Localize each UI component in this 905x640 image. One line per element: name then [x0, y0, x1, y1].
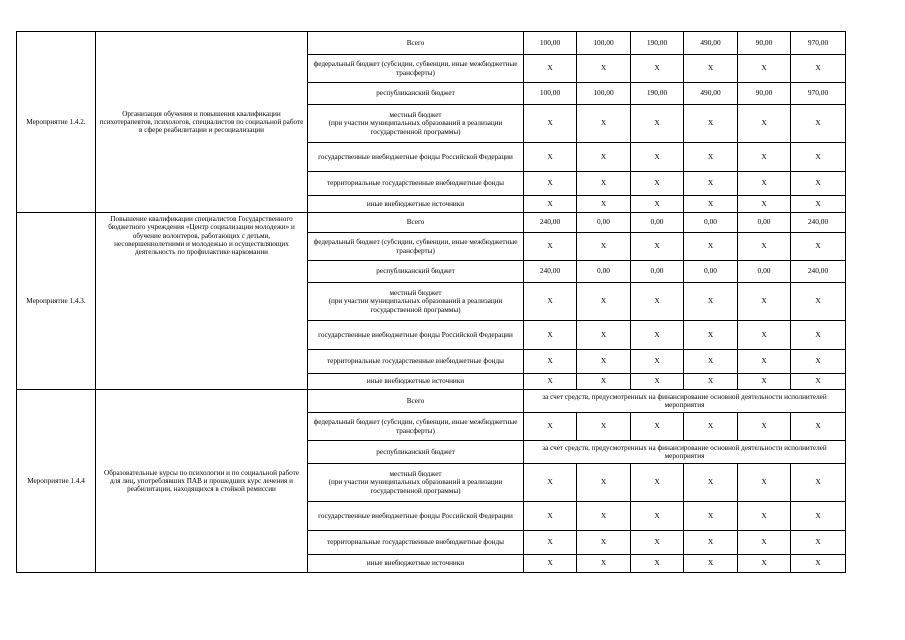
value-cell: 100,00 [577, 83, 631, 105]
value-cell: X [577, 321, 631, 350]
value-cell: X [684, 413, 738, 441]
value-cell: X [631, 233, 684, 261]
value-cell: X [791, 321, 846, 350]
value-cell: 240,00 [791, 213, 846, 233]
value-cell: X [524, 374, 577, 390]
event-id-cell: Мероприятие 1.4.4 [17, 390, 96, 573]
value-cell: X [577, 531, 631, 555]
value-cell: X [791, 531, 846, 555]
value-cell: X [791, 413, 846, 441]
value-cell: X [577, 464, 631, 502]
value-cell: X [524, 143, 577, 172]
value-cell: X [738, 502, 791, 531]
table-row [17, 390, 846, 413]
value-cell: X [631, 105, 684, 143]
value-cell: X [684, 196, 738, 213]
value-cell: X [524, 464, 577, 502]
value-cell: 90,00 [738, 83, 791, 105]
value-cell: X [738, 321, 791, 350]
source-total-label: Всего [308, 32, 524, 55]
value-cell: X [791, 555, 846, 573]
value-cell: X [631, 321, 684, 350]
source-federal-label: федеральный бюджет (субсидии, субвенции, иные межбюджетные трансферты) [308, 413, 524, 441]
event-id-cell: Мероприятие 1.4.3. [17, 213, 96, 390]
value-cell: 0,00 [684, 261, 738, 283]
value-cell: X [738, 555, 791, 573]
value-cell: X [524, 55, 577, 83]
value-cell: 240,00 [524, 261, 577, 283]
value-cell: X [577, 143, 631, 172]
source-territorial-funds-label: территориальные государственные внебюджетные фонды [308, 172, 524, 196]
value-cell: X [524, 233, 577, 261]
value-cell: X [684, 172, 738, 196]
source-territorial-funds-label: территориальные государственные внебюджетные фонды [308, 531, 524, 555]
event-description-cell: Организация обучения и повышения квалификации психотерапевтов, психологов, специалистов по социальной работе в сфере реабилитации и ресоциализации [96, 32, 308, 213]
value-cell: X [738, 283, 791, 321]
value-cell: X [791, 55, 846, 83]
value-cell: X [738, 531, 791, 555]
value-cell: X [524, 413, 577, 441]
value-cell: X [738, 196, 791, 213]
value-cell: X [684, 350, 738, 374]
value-cell: X [631, 196, 684, 213]
merged-funding-note: за счет средств, предусмотренных на финансирование основной деятельности исполнителей мероприятия [524, 441, 846, 464]
value-cell: X [524, 105, 577, 143]
value-cell: X [684, 555, 738, 573]
source-state-funds-label: государственные внебюджетные фонды Российской Федерации [308, 321, 524, 350]
value-cell: X [577, 350, 631, 374]
source-total-label: Всего [308, 213, 524, 233]
value-cell: 0,00 [684, 213, 738, 233]
value-cell: X [577, 196, 631, 213]
value-cell: X [577, 374, 631, 390]
table-row [17, 213, 846, 233]
value-cell: X [631, 55, 684, 83]
value-cell: X [738, 233, 791, 261]
source-state-funds-label: государственные внебюджетные фонды Российской Федерации [308, 143, 524, 172]
value-cell: X [524, 172, 577, 196]
value-cell: X [738, 143, 791, 172]
value-cell: X [684, 502, 738, 531]
value-cell: X [631, 555, 684, 573]
value-cell: X [577, 555, 631, 573]
value-cell: X [577, 413, 631, 441]
value-cell: 0,00 [577, 261, 631, 283]
value-cell: X [577, 233, 631, 261]
source-state-funds-label: государственные внебюджетные фонды Российской Федерации [308, 502, 524, 531]
value-cell: X [577, 105, 631, 143]
value-cell: X [791, 502, 846, 531]
value-cell: X [684, 143, 738, 172]
value-cell: X [631, 502, 684, 531]
value-cell: X [684, 531, 738, 555]
value-cell: X [684, 321, 738, 350]
value-cell: X [738, 413, 791, 441]
value-cell: X [684, 283, 738, 321]
event-id-cell: Мероприятие 1.4.2. [17, 32, 96, 213]
value-cell: 100,00 [524, 32, 577, 55]
source-other-label: иные внебюджетные источники [308, 555, 524, 573]
value-cell: 0,00 [631, 261, 684, 283]
source-federal-label: федеральный бюджет (субсидии, субвенции, иные межбюджетные трансферты) [308, 233, 524, 261]
value-cell: X [577, 283, 631, 321]
value-cell: X [631, 172, 684, 196]
value-cell: X [631, 413, 684, 441]
value-cell: X [791, 464, 846, 502]
value-cell: 490,00 [684, 83, 738, 105]
value-cell: 970,00 [791, 32, 846, 55]
value-cell: X [791, 143, 846, 172]
value-cell: X [684, 464, 738, 502]
value-cell: X [524, 321, 577, 350]
value-cell: X [631, 143, 684, 172]
source-local-label: местный бюджет (при участии муниципальных образований в реализации государственной программы) [308, 464, 524, 502]
source-total-label: Всего [308, 390, 524, 413]
value-cell: 970,00 [791, 83, 846, 105]
table-row [17, 32, 846, 55]
value-cell: X [791, 283, 846, 321]
value-cell: 190,00 [631, 32, 684, 55]
value-cell: 490,00 [684, 32, 738, 55]
value-cell: X [631, 464, 684, 502]
value-cell: 240,00 [791, 261, 846, 283]
value-cell: X [791, 196, 846, 213]
value-cell: X [738, 172, 791, 196]
value-cell: X [684, 374, 738, 390]
value-cell: X [631, 283, 684, 321]
value-cell: 0,00 [577, 213, 631, 233]
value-cell: X [791, 105, 846, 143]
source-republic-label: республиканский бюджет [308, 441, 524, 464]
value-cell: 0,00 [738, 261, 791, 283]
value-cell: X [577, 172, 631, 196]
value-cell: X [738, 105, 791, 143]
value-cell: 100,00 [577, 32, 631, 55]
source-federal-label: федеральный бюджет (субсидии, субвенции, иные межбюджетные трансферты) [308, 55, 524, 83]
source-republic-label: республиканский бюджет [308, 261, 524, 283]
source-republic-label: республиканский бюджет [308, 83, 524, 105]
merged-funding-note: за счет средств, предусмотренных на финансирование основной деятельности исполнителей мероприятия [524, 390, 846, 413]
value-cell: X [738, 350, 791, 374]
value-cell: X [684, 233, 738, 261]
value-cell: X [684, 55, 738, 83]
value-cell: X [791, 374, 846, 390]
value-cell: X [684, 105, 738, 143]
value-cell: X [524, 350, 577, 374]
value-cell: X [738, 464, 791, 502]
value-cell: X [791, 233, 846, 261]
value-cell: X [577, 502, 631, 531]
budget-table [16, 31, 846, 573]
value-cell: X [524, 531, 577, 555]
value-cell: X [738, 55, 791, 83]
value-cell: X [524, 555, 577, 573]
source-other-label: иные внебюджетные источники [308, 196, 524, 213]
value-cell: X [631, 350, 684, 374]
event-description-cell: Образовательные курсы по психологии и по социальной работе для лиц, употреблявших ПАВ и прошедших курс лечения и реабилитации, находящихся в стойкой ремиссии [96, 390, 308, 573]
value-cell: 0,00 [738, 213, 791, 233]
source-other-label: иные внебюджетные источники [308, 374, 524, 390]
value-cell: 90,00 [738, 32, 791, 55]
value-cell: X [791, 350, 846, 374]
source-local-label: местный бюджет (при участии муниципальных образований в реализации государственной программы) [308, 105, 524, 143]
value-cell: X [577, 55, 631, 83]
value-cell: X [631, 374, 684, 390]
source-territorial-funds-label: территориальные государственные внебюджетные фонды [308, 350, 524, 374]
value-cell: 240,00 [524, 213, 577, 233]
value-cell: X [524, 502, 577, 531]
value-cell: 100,00 [524, 83, 577, 105]
value-cell: X [524, 196, 577, 213]
source-local-label: местный бюджет (при участии муниципальных образований в реализации государственной программы) [308, 283, 524, 321]
value-cell: 0,00 [631, 213, 684, 233]
value-cell: X [524, 283, 577, 321]
value-cell: X [791, 172, 846, 196]
value-cell: X [738, 374, 791, 390]
event-description-cell: Повышение квалификации специалистов Государственного бюджетного учреждения «Центр социализации молодежи» и обучение волонтеров, работающих с детьми, несовершеннолетними и молодежью и осуществляющих деятельность по профилактике наркомании [96, 213, 308, 390]
value-cell: 190,00 [631, 83, 684, 105]
value-cell: X [631, 531, 684, 555]
